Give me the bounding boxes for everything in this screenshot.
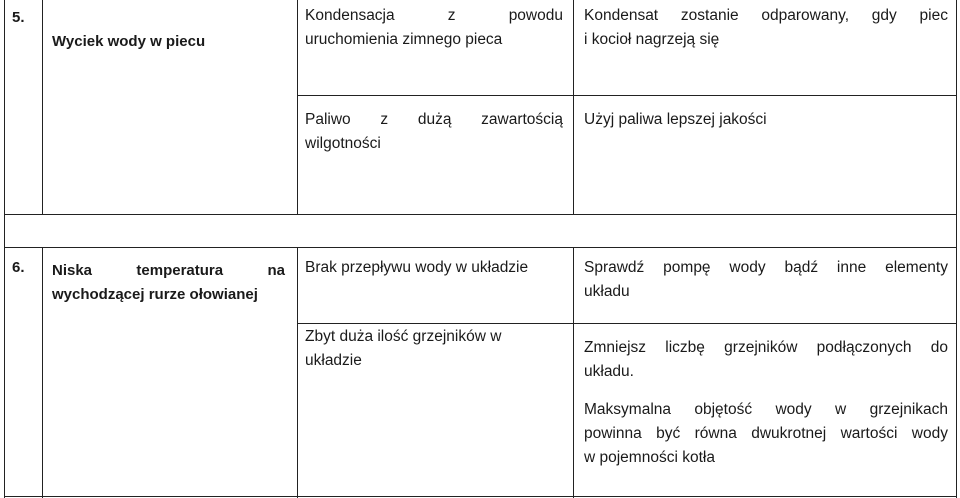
row5-problem: Wyciek wody w piecu (52, 33, 206, 50)
row5-cause2-line2: wilgotności (305, 135, 381, 152)
row5-cause1-line2: uruchomienia zimnego pieca (305, 31, 503, 48)
row6-number: 6. (12, 259, 25, 276)
column-divider-number-row6 (42, 248, 43, 498)
row6-note-line2: powinna być równa dwukrotnej wartości wody (584, 425, 948, 442)
row5-cause-divider (297, 95, 957, 96)
row5-number: 5. (12, 9, 25, 26)
row6-cause2 (305, 325, 563, 373)
table-bottom-border (4, 496, 957, 497)
column-divider-cause-row6 (573, 248, 574, 498)
row6-cause1 (305, 256, 563, 280)
row6-solution2-line1: Zmniejsz liczbę grzejników podłączonych do (584, 339, 948, 356)
row5-cause2 (305, 108, 563, 156)
row6-solution1-line2: układu (584, 283, 630, 300)
column-divider-cause (573, 0, 574, 215)
row6-cause2-line2: układzie (305, 352, 362, 369)
row6-problem-line2: wychodzącej rurze ołowianej (52, 286, 258, 303)
table-border-left (4, 0, 5, 498)
row6-note-line3: w pojemności kotła (584, 449, 715, 466)
row6-solution1-line1: Sprawdź pompę wody bądź inne elementy (584, 259, 948, 276)
row6-cause1-line1: Brak przepływu wody w układzie (305, 259, 529, 276)
row5-cause1 (305, 4, 563, 52)
row5-cause2-line1: Paliwo z dużą zawartością (305, 111, 563, 128)
row6-problem (52, 259, 285, 307)
column-divider-problem (297, 0, 298, 215)
column-divider-problem-row6 (297, 248, 298, 498)
row-spacer-bottom-border (4, 247, 957, 248)
row5-solution2-line1: Użyj paliwa lepszej jakości (584, 111, 767, 128)
table-border-right (956, 0, 957, 498)
row6-note-line1: Maksymalna objętość wody w grzejnikach (584, 401, 948, 418)
row5-solution2 (584, 108, 948, 132)
row5-solution1-line1: Kondensat zostanie odparowany, gdy piec (584, 7, 948, 24)
row6-cause2-line1: Zbyt duża ilość grzejników w (305, 328, 502, 345)
row5-solution1 (584, 4, 948, 52)
row6-solution2-note (584, 398, 948, 470)
row5-cause1-line1: Kondensacja z powodu (305, 7, 563, 24)
row6-solution2-line2: układu. (584, 363, 634, 380)
row5-bottom-border (4, 214, 957, 215)
row6-cause-divider (297, 323, 957, 324)
row6-solution1 (584, 256, 948, 304)
row6-problem-line1: Niska temperatura na (52, 262, 285, 279)
row6-solution2 (584, 336, 948, 384)
row5-solution1-line2: i kocioł nagrzeją się (584, 31, 720, 48)
column-divider-number (42, 0, 43, 215)
